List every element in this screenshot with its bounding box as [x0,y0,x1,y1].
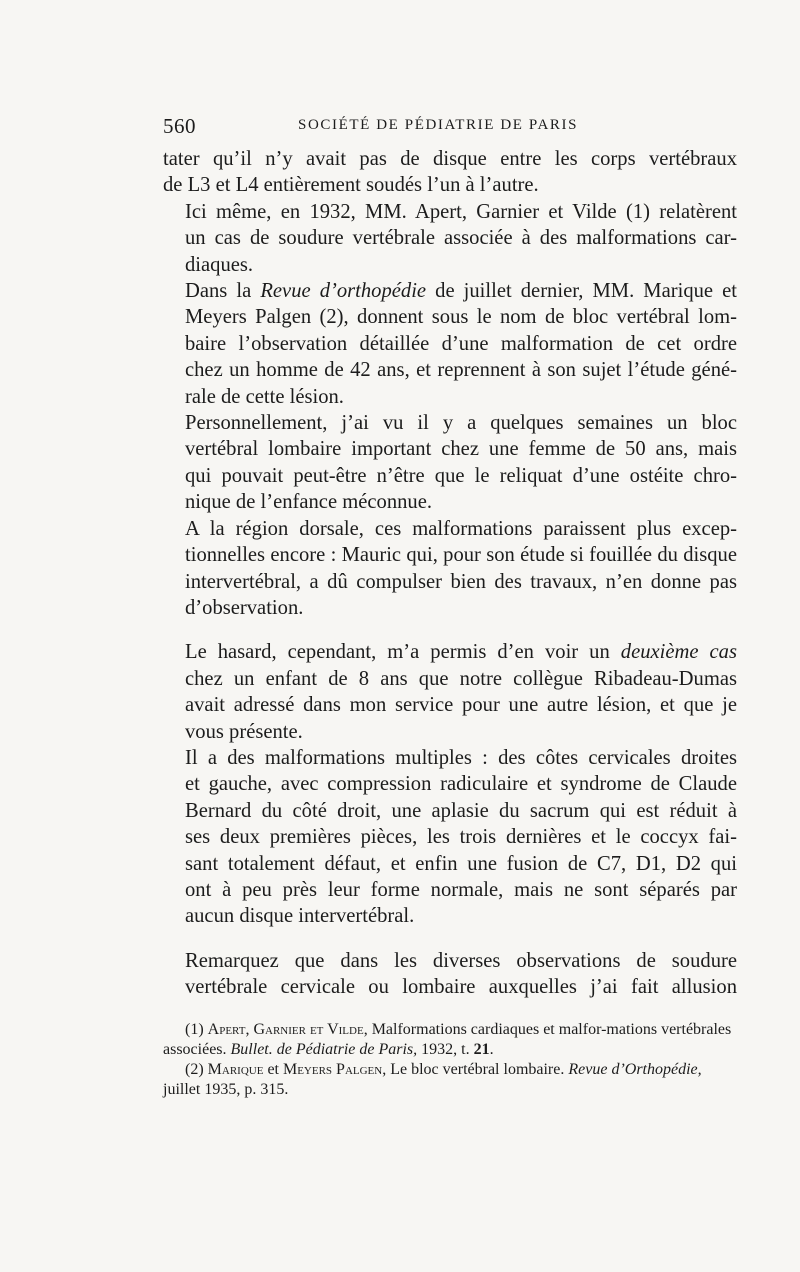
text-line: intervertébral, a dû compulser bien des travaux, n’en donne pas [185,570,737,593]
text-line [163,639,737,665]
journal-title: Bullet. de Pédiatrie de Paris, [230,1041,418,1058]
text-line: ont à peu près leur forme normale, mais ne sont séparés par [185,878,737,901]
footnote-year: 1932, t. [417,1041,474,1058]
paragraph-gap [163,930,737,948]
footnote-authors: Meyers Palgen, [282,1061,387,1078]
text-line [163,278,737,304]
text-line: sant totalement défaut, et enfin une fusion de C7, D1, D2 qui [185,852,737,875]
text-line: tater qu’il n’y avait pas de disque entre les corps vertébraux [163,148,737,170]
text-line: aucun disque intervertébral. [185,905,415,928]
paragraph [163,639,737,745]
paragraph-gap [163,621,737,639]
body-text [163,146,737,1001]
text-line: chez un enfant de 8 ans que notre collègue Ribadeau-Dumas [185,667,737,690]
footnote-volume: 21 [473,1041,490,1058]
footnote [163,1060,737,1100]
text-line: qui pouvait peut-être n’être que le reliquat d’une ostéite chro- [185,464,737,487]
text-line: diaques. [185,253,254,276]
text-line: ses deux premières pièces, les trois dernières et le coccyx fai- [185,826,737,849]
footnote [163,1020,737,1060]
footnote-number: (2) [185,1061,204,1078]
text-line: Remarquez que dans les diverses observations de soudure [185,949,737,972]
emphasis: deuxième cas [620,641,737,664]
text-line: Personnellement, j’ai vu il y a quelques semaines un bloc [185,412,737,435]
footnotes [163,1020,737,1100]
paragraph [163,278,737,410]
journal-title: Revue d’Orthopédie, [568,1061,702,1078]
journal-title: Revue d’orthopédie [260,280,427,303]
footnote-authors: Apert, Garnier et Vilde, [207,1021,368,1038]
paragraph [163,745,737,930]
text-line: Meyers Palgen (2), donnent sous le nom de bloc vertébral lom- [185,306,737,329]
text-line: nique de l’enfance méconnue. [185,491,433,514]
text-line: Ici même, en 1932, MM. Apert, Garnier et Vilde (1) relatèrent [185,200,737,223]
footnote-authors: Marique [207,1061,264,1078]
text-line: vertébral lombaire important chez une femme de 50 ans, mais [185,438,737,461]
text-line: de L3 et L4 entièrement soudés l’un à l’autre. [163,174,539,197]
text-line: avait adressé dans mon service pour une autre lésion, et que je [185,694,737,717]
page-header [163,114,737,142]
footnote-text: Malformations cardiaques et malfor-mations vertébrales associées. [163,1021,732,1058]
footnote-conjunction: et [263,1061,283,1078]
text-line: tionnelles encore : Mauric qui, pour son étude si fouillée du disque [185,544,737,567]
text-line: chez un homme de 42 ans, et reprennent à son sujet l’étude géné- [185,359,737,382]
footnote-text: Le bloc vertébral lombaire. [386,1061,569,1078]
paragraph [163,146,737,199]
paragraph [163,516,737,622]
text-line: A la région dorsale, ces malformations paraissent plus excep- [185,517,737,540]
running-head: SOCIÉTÉ DE PÉDIATRIE DE PARIS [298,117,579,133]
text-line: baire l’observation détaillée d’une malformation de cet ordre [185,332,737,355]
text-line: d’observation. [185,596,304,619]
text-run: Le hasard, cependant, m’a permis d’en voir un [185,641,621,664]
paragraph [163,410,737,516]
footnote-end: . [489,1041,494,1058]
paragraph [163,948,737,1001]
footnote-number: (1) [185,1021,204,1038]
text-line: vertébrale cervicale ou lombaire auxquelles j’ai fait allusion [185,976,737,999]
text-run: Dans la [185,280,261,303]
text-line: Bernard du côté droit, une aplasie du sacrum qui est réduit à [185,799,737,822]
text-line: et gauche, avec compression radiculaire et syndrome de Claude [185,773,737,796]
text-line: rale de cette lésion. [185,385,344,408]
text-run: de juillet dernier, MM. Marique et [426,280,737,303]
text-line: vous présente. [185,720,303,743]
text-line: un cas de soudure vertébrale associée à des malformations car- [185,227,737,250]
text-line: Il a des malformations multiples : des côtes cervicales droites [185,746,737,769]
page-number: 560 [163,114,196,138]
paragraph [163,199,737,278]
footnote-end: juillet 1935, p. 315. [163,1081,289,1098]
